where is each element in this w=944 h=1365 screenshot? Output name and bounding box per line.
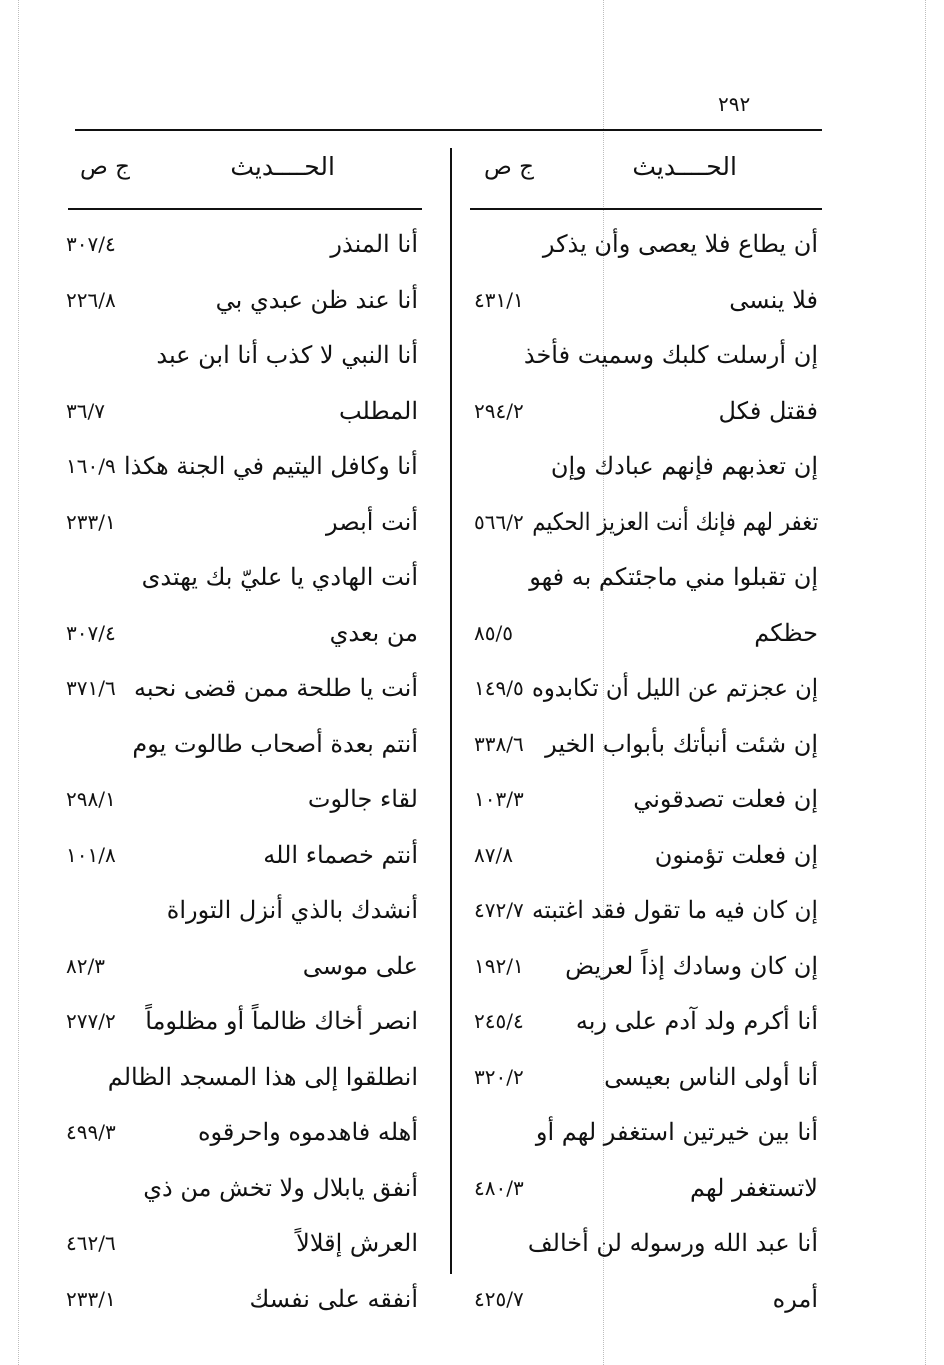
hadith-entry [468, 1272, 818, 1328]
volume-page-ref: ١٩٢/١ [474, 953, 524, 978]
volume-page-ref: ٤٢٥/٧ [474, 1286, 524, 1311]
volume-page-ref: ٤٩٩/٣ [66, 1120, 116, 1144]
volume-page-ref: ٤٦٢/٦ [66, 1231, 116, 1255]
volume-page-ref: ٣٧١/٦ [66, 676, 116, 700]
hadith-entry [468, 328, 818, 384]
hadith-entry [60, 217, 418, 273]
hadith-text: أنتم بعدة أصحاب طالوت يوم [132, 729, 418, 758]
hadith-text: حظكم [754, 618, 818, 647]
hadith-entry [468, 1050, 818, 1106]
hadith-entry [468, 384, 818, 440]
volume-page-ref: ٣٣٨/٦ [474, 731, 524, 756]
hadith-text: من بعدي [329, 618, 418, 647]
hadith-text: أنشدك بالذي أنزل التوراة [166, 896, 418, 924]
volume-page-ref: ٢٧٧/٢ [66, 1009, 116, 1033]
hadith-entry [468, 217, 818, 273]
hadith-text: أنا أولى الناس بعيسى [604, 1062, 818, 1091]
hadith-text: على موسى [302, 951, 418, 980]
volume-page-ref: ٣٢٠/٢ [474, 1064, 524, 1089]
hadith-text: أن يطاع فلا يعصى وأن يذكر [542, 230, 818, 258]
hadith-entry [60, 1272, 418, 1328]
volume-page-ref: ٢٣٣/١ [66, 1286, 116, 1311]
hadith-text: أنا النبي لا كذب أنا ابن عبد [156, 341, 418, 369]
hadith-entry [60, 883, 418, 939]
hadith-text: أمره [772, 1284, 818, 1313]
hadith-entry [468, 439, 818, 495]
hadith-text: أنا عبد الله ورسوله لن أخالف [527, 1229, 818, 1257]
hadith-entry [60, 495, 418, 551]
column-header-title: الحــــديث [230, 152, 335, 181]
hadith-entry [468, 883, 818, 939]
hadith-entry [468, 772, 818, 828]
hadith-text: انطلقوا إلى هذا المسجد الظالم [107, 1062, 418, 1091]
volume-page-ref: ١٤٩/٥ [474, 676, 524, 700]
hadith-text: إن عجزتم عن الليل أن تكابدوه [531, 674, 818, 702]
volume-page-ref: ٣٠٧/٤ [66, 620, 116, 645]
volume-page-ref: ١٦٠/٩ [66, 454, 116, 478]
hadith-entry [468, 606, 818, 662]
hadith-entry [60, 328, 418, 384]
page-number: ٢٩٢ [718, 92, 751, 116]
hadith-entry [468, 1216, 818, 1272]
hadith-entry [468, 550, 818, 606]
hadith-text: إن فعلت تصدقوني [633, 785, 818, 813]
hadith-text: أهله فاهدموه واحرقوه [197, 1118, 418, 1146]
hadith-text: أنفقه على نفسك [249, 1284, 418, 1313]
right-column-rule [470, 208, 822, 210]
hadith-text: أنت يا طلحة ممن قضى نحبه [133, 674, 418, 702]
hadith-entry [60, 384, 418, 440]
volume-page-ref: ٤٧٢/٧ [474, 898, 524, 922]
volume-page-ref: ٢٢٦/٨ [66, 287, 116, 312]
hadith-text: أنفق يابلال ولا تخش من ذي [143, 1173, 418, 1202]
left-column-entries [60, 217, 418, 1327]
hadith-entry [468, 717, 818, 773]
hadith-text: أنت الهادي يا عليّ بك يهتدى [141, 563, 418, 591]
hadith-entry [60, 1050, 418, 1106]
hadith-entry [60, 606, 418, 662]
hadith-entry [468, 1105, 818, 1161]
hadith-text: تغفر لهم فإنك أنت العزيز الحكيم [531, 507, 818, 536]
hadith-entry [60, 439, 418, 495]
hadith-text: انصر أخاك ظالماً أو مظلوماً [145, 1007, 418, 1035]
hadith-text: إن تعذبهم فإنهم عبادك وإن [550, 452, 818, 480]
volume-page-ref: ٥٦٦/٢ [474, 509, 524, 534]
volume-page-ref: ٨٧/٨ [474, 842, 513, 867]
hadith-text: أنا المنذر [330, 230, 418, 258]
volume-page-ref: ٢٩٨/١ [66, 787, 116, 811]
hadith-entry [60, 828, 418, 884]
volume-page-ref: ٣٦/٧ [66, 398, 105, 423]
scan-edge-right [925, 0, 926, 1365]
hadith-entry [60, 772, 418, 828]
hadith-text: إن كان وسادك إذاً لعريض [565, 951, 818, 980]
hadith-text: إن تقبلوا مني ماجئتكم به فهو [529, 563, 818, 591]
hadith-entry [60, 273, 418, 329]
column-header-ref: ج ص [80, 154, 130, 180]
hadith-text: لاتستغفر لهم [690, 1173, 818, 1202]
column-divider [450, 148, 452, 1274]
column-header-ref: ج ص [484, 154, 534, 180]
hadith-entry [60, 1105, 418, 1161]
hadith-text: إن شئت أنبأتك بأبواب الخير [545, 729, 818, 758]
volume-page-ref: ٣٠٧/٤ [66, 232, 116, 256]
volume-page-ref: ٢٣٣/١ [66, 509, 116, 534]
hadith-entry [468, 939, 818, 995]
hadith-entry [60, 939, 418, 995]
volume-page-ref: ٤٨٠/٣ [474, 1175, 524, 1200]
hadith-text: أنا وكافل اليتيم في الجنة هكذا [124, 452, 418, 480]
volume-page-ref: ٢٤٥/٤ [474, 1009, 524, 1033]
hadith-text: إن فعلت تؤمنون [654, 840, 818, 869]
hadith-text: أنا أكرم ولد آدم على ربه [575, 1007, 818, 1035]
scan-edge-left [18, 0, 19, 1365]
hadith-text: أنت أبصر [326, 507, 418, 536]
hadith-entry [60, 717, 418, 773]
hadith-text: إن كان فيه ما تقول فقد اغتبته [532, 896, 818, 924]
volume-page-ref: ٨٢/٣ [66, 953, 105, 978]
hadith-entry [468, 661, 818, 717]
volume-page-ref: ٢٩٤/٢ [474, 398, 524, 423]
hadith-text: فلا ينسى [729, 285, 818, 314]
hadith-entry [60, 994, 418, 1050]
hadith-text: لقاء جالوت [307, 785, 418, 813]
hadith-entry [60, 1161, 418, 1217]
hadith-text: أنا بين خيرتين استغفر لهم أو [535, 1118, 818, 1146]
hadith-text: المطلب [338, 396, 418, 425]
hadith-text: العرش إقلالاً [296, 1229, 418, 1257]
hadith-entry [60, 661, 418, 717]
header-rule [75, 129, 822, 131]
hadith-text: إن أرسلت كلبك وسميت فأخذ [523, 341, 818, 369]
volume-page-ref: ١٠٣/٣ [474, 787, 524, 811]
left-column-rule [68, 208, 422, 210]
left-column-header [68, 152, 420, 192]
volume-page-ref: ٤٣١/١ [474, 287, 524, 312]
volume-page-ref: ٨٥/٥ [474, 620, 513, 645]
hadith-entry [468, 828, 818, 884]
right-column-header [472, 152, 822, 192]
hadith-entry [468, 495, 818, 551]
volume-page-ref: ١٠١/٨ [66, 842, 116, 867]
hadith-entry [468, 994, 818, 1050]
hadith-text: أنا عند ظن عبدي بي [215, 285, 418, 314]
hadith-entry [468, 1161, 818, 1217]
hadith-entry [468, 273, 818, 329]
column-header-title: الحــــديث [632, 152, 737, 181]
right-column-entries [468, 217, 818, 1327]
hadith-entry [60, 1216, 418, 1272]
hadith-text: فقتل فكل [718, 396, 818, 425]
hadith-text: أنتم خصماء الله [263, 840, 418, 869]
hadith-entry [60, 550, 418, 606]
